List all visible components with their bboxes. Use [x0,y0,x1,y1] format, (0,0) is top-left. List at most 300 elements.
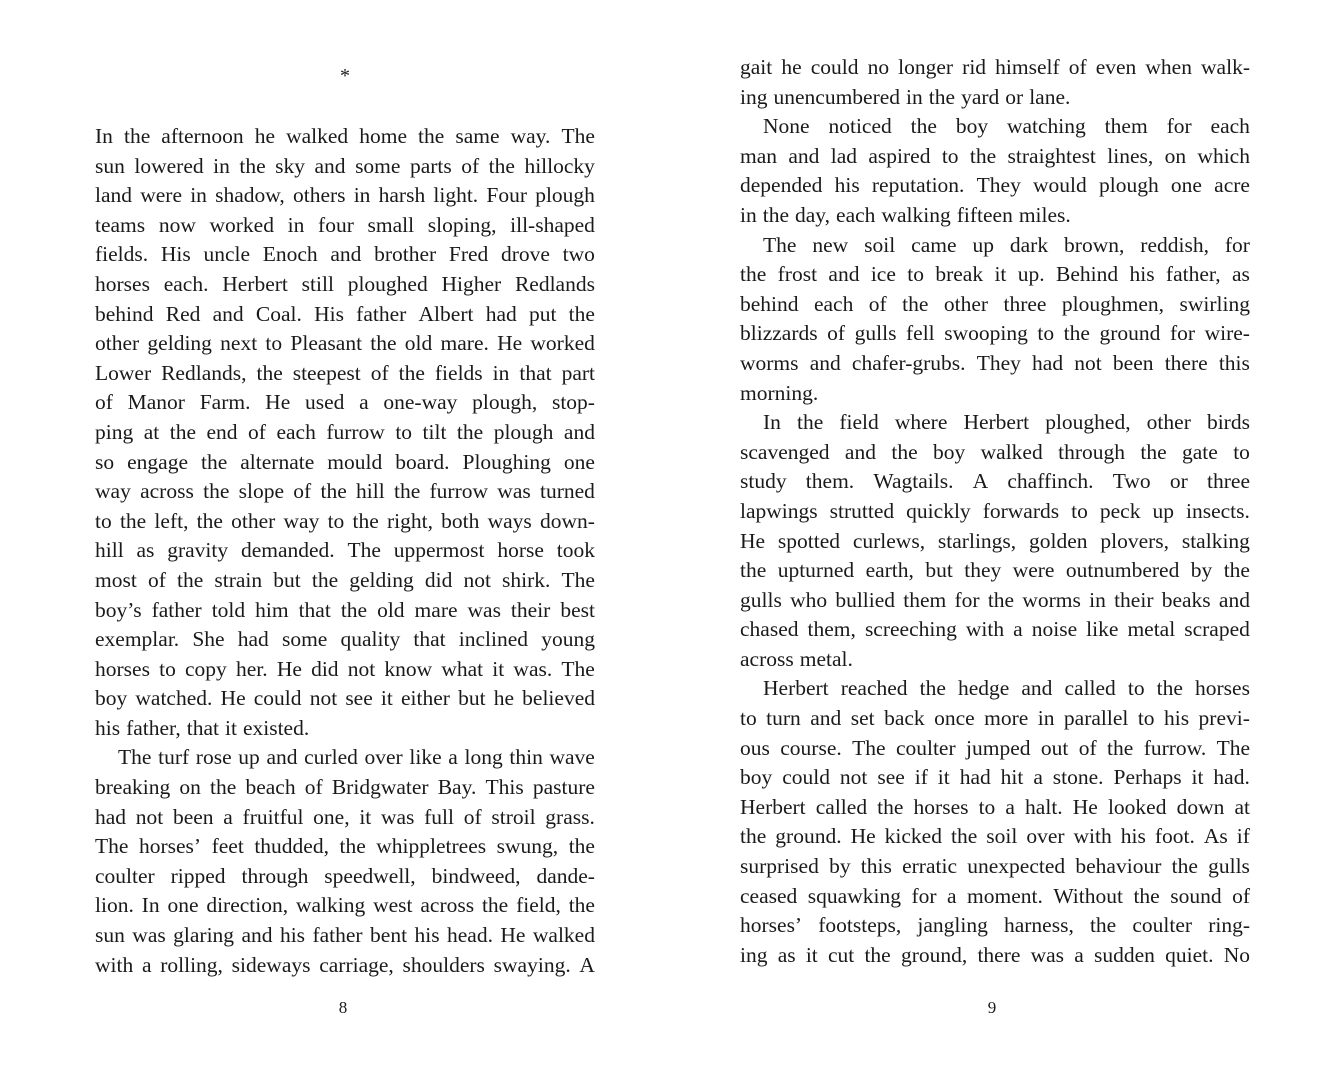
word: aspired [868,143,931,168]
word: see [345,686,373,711]
text-line [95,803,595,833]
word: in [353,183,371,208]
word: unencumbered [773,84,901,109]
word: the [256,360,283,385]
word: father, [1165,262,1221,287]
word: this [860,854,892,879]
word: to [1233,439,1250,464]
word: the [1171,854,1198,879]
word: still [301,271,334,296]
word: but [925,558,953,583]
word: alternate [240,449,315,474]
word: shoulders [402,952,485,977]
word: horse [497,538,544,563]
word: one-way [383,390,458,415]
word: strutted [829,498,895,523]
word: He [740,528,766,553]
word: believed [522,686,595,711]
word: did [424,567,453,592]
text-line [95,300,595,330]
word: across [740,646,794,671]
word: the [196,508,223,533]
word: parallel [1063,706,1129,731]
word: breaking [95,775,171,800]
text-line [740,497,1250,527]
word: the [1140,439,1167,464]
word: his [834,173,860,198]
word: behind [740,291,799,316]
word: could [253,686,302,711]
word: in [1037,706,1055,731]
word: In [95,124,113,148]
word: shirk. [502,567,551,592]
word: he [493,686,515,711]
word: ing [740,84,768,109]
word: coulter [1132,913,1193,938]
word: hillocky [524,153,595,178]
word: for [1224,232,1250,257]
word: steepest [292,360,361,385]
word: ripped [170,863,226,888]
word: miles. [1018,202,1071,227]
word: reddish, [1140,232,1209,257]
word: to [1137,706,1155,731]
word: hill [95,538,124,563]
word: head. [447,923,493,948]
right-page-body [740,53,1250,970]
word: scavenged [740,439,830,464]
word: to [907,262,924,287]
word: She [192,627,225,652]
text-line [740,231,1250,261]
word: starlings, [937,528,1017,553]
word: up [972,232,994,257]
word: and [809,350,841,375]
word: of [304,775,323,800]
word: plough [1098,173,1159,198]
word: ways [487,508,532,533]
word: the [740,824,767,849]
word: that [298,597,331,622]
word: one [1170,173,1202,198]
word: ous [740,735,770,760]
word: glaring [173,923,235,948]
word: boy [740,765,773,790]
word: furrow [429,479,489,504]
word: His [160,242,191,267]
word: turn [766,706,801,731]
text-line [740,290,1250,320]
word: called [1064,676,1116,701]
word: ice [870,262,896,287]
word: His [314,301,344,326]
word: across [140,479,194,504]
text-line [740,882,1250,912]
word: lad [830,143,858,168]
word: horses’ [138,834,202,859]
text-line [740,142,1250,172]
word: the [568,893,595,918]
word: Herbert [763,676,829,701]
word: his [279,923,306,948]
word: it [937,765,950,790]
left-page-body [95,122,595,980]
text-line [95,211,595,241]
word: others [292,183,346,208]
text-line [95,240,595,270]
text-line [95,359,595,389]
word: ploughed, [1045,410,1131,435]
word: called [815,794,868,819]
word: hedge [957,676,1010,701]
word: a [448,745,458,770]
word: erratic [902,854,958,879]
word: turf [158,745,190,770]
word: and [241,923,273,948]
word: swaying. [493,952,571,977]
word: had [237,627,269,652]
word: a [1005,794,1015,819]
word: if [1236,824,1250,849]
word: gelding [147,331,212,356]
word: beach [245,775,296,800]
word: furrow. [1143,735,1207,760]
word: young [541,627,595,652]
word: squawking [807,883,901,908]
word: the [119,508,147,533]
text-line [740,852,1250,882]
text-line [95,714,595,744]
word: to [327,508,345,533]
word: up [1152,498,1174,523]
word: of [868,291,887,316]
word: He [220,686,246,711]
word: at [143,419,160,444]
word: direction, [206,893,289,918]
word: boy [933,439,966,464]
word: ring- [1208,913,1250,938]
word: The [561,124,595,148]
word: Albert [418,301,474,326]
word: halt. [1025,794,1063,819]
word: worked [530,331,595,356]
word: with [965,617,1005,642]
word: Two [1112,469,1151,494]
word: could [782,765,830,790]
word: both [441,508,480,533]
text-line [740,556,1250,586]
word: curled [304,745,358,770]
word: No [1223,942,1250,967]
word: of [95,390,113,415]
section-separator: * [340,65,350,87]
word: on [1164,143,1187,168]
word: the [200,449,228,474]
text-line [740,260,1250,290]
word: teams [95,212,146,237]
word: quickly [906,498,971,523]
word: whippletrees [376,834,487,859]
word: been [172,804,214,829]
word: at [1234,794,1250,819]
word: shadow, [215,183,285,208]
word: and [314,153,346,178]
word: old [377,597,405,622]
text-line [95,655,595,685]
word: metal. [799,646,853,671]
word: hill [356,479,385,504]
word: dande- [536,863,595,888]
word: plovers, [1100,528,1170,553]
word: exemplar. [95,627,180,652]
word: a [947,883,957,908]
word: straightest [1007,143,1096,168]
word: ground. [775,824,842,849]
word: Without [1053,883,1123,908]
word: more [984,706,1029,731]
word: or [1005,84,1024,109]
word: In [141,893,160,918]
text-line [740,941,1250,971]
text-line [95,921,595,951]
word: None [763,114,810,139]
word: back [884,706,925,731]
word: the [456,419,484,444]
text-line [95,329,595,359]
word: ploughed [347,271,428,296]
word: Bay. [437,775,477,800]
word: Fred [448,242,489,267]
word: bent [370,923,408,948]
word: swirling [1179,291,1250,316]
word: some [355,153,401,178]
word: behind [95,301,154,326]
text-line [95,625,595,655]
word: the [1133,883,1160,908]
text-line [740,527,1250,557]
word: chased [740,617,799,642]
word: Pleasant [290,331,363,356]
word: the [1223,558,1250,583]
word: in [740,202,757,227]
word: walking [295,893,366,918]
word: up [238,745,260,770]
word: rid [962,55,987,79]
word: over [1026,824,1065,849]
text-line [95,596,595,626]
word: of [1068,55,1087,79]
word: like [1086,617,1119,642]
word: not [839,765,868,790]
word: on [179,775,201,800]
word: that [186,715,219,740]
word: stop- [551,390,595,415]
word: hit [1000,765,1024,790]
word: fruitful [242,804,304,829]
text-line [95,152,595,182]
word: now [158,212,196,237]
word: this [1218,350,1250,375]
word: a [1074,942,1084,967]
word: gelding [349,567,414,592]
word: his [1164,706,1190,731]
word: he [254,124,276,148]
word: ploughmen, [1061,291,1165,316]
word: each [836,202,876,227]
word: Enoch [262,242,318,267]
word: know [384,656,433,681]
word: each [1210,114,1250,139]
text-line [740,763,1250,793]
word: the [928,84,956,109]
word: not [463,567,491,592]
word: carriage, [319,952,394,977]
word: not [135,804,164,829]
word: forwards [982,498,1060,523]
word: two [562,242,595,267]
word: were [140,183,182,208]
text-line [95,832,595,862]
word: scraped [1184,617,1250,642]
word: them. [805,469,855,494]
word: would [1033,173,1087,198]
word: the [123,124,151,148]
word: her. [235,656,268,681]
word: his [95,715,121,740]
word: same [455,124,500,148]
word: by [1190,558,1213,583]
word: the [1156,676,1183,701]
word: or [1169,469,1188,494]
word: reputation. [871,173,965,198]
word: gate [1182,439,1218,464]
word: who [790,587,828,612]
word: screeching [864,617,957,642]
word: reached [840,676,908,701]
word: gulls [1208,854,1250,879]
word: ing [740,942,768,967]
word: way. [510,124,551,148]
word: for [1166,114,1192,139]
word: to [941,143,959,168]
word: watching [1006,114,1086,139]
word: existed. [242,715,310,740]
word: slope [238,479,285,504]
word: lowered [134,153,204,178]
word: morning. [740,380,819,405]
word: curlews, [852,528,926,553]
word: blizzards [740,321,818,346]
word: study [740,469,787,494]
word: if [914,765,928,790]
word: the [203,479,230,504]
word: Herbert [740,794,806,819]
word: the [340,597,368,622]
text-line [95,270,595,300]
word: noise [1031,617,1078,642]
word: land [95,183,133,208]
word: used [304,390,345,415]
word: sudden [1094,942,1155,967]
word: strain [214,567,263,592]
word: The [763,232,797,257]
word: so [95,449,115,474]
word: did [311,656,339,681]
word: put [528,301,557,326]
word: outnumbered [1065,558,1180,583]
word: the [797,410,824,435]
word: wire- [1204,321,1250,346]
word: way [95,479,131,504]
word: father [356,301,407,326]
word: and [1218,587,1250,612]
word: The [95,834,129,859]
word: walked [980,439,1043,464]
word: board. [395,449,450,474]
word: the [352,508,379,533]
word: of [147,567,166,592]
word: He [497,331,523,356]
word: other [1146,410,1191,435]
word: his [414,923,440,948]
word: jumped [966,735,1031,760]
word: lapwings [740,498,818,523]
word: jangling [917,913,988,938]
word: and [788,143,820,168]
text-line [95,477,595,507]
word: The [1216,735,1250,760]
word: the [239,153,266,178]
word: tilt [422,419,447,444]
word: field, [516,893,561,918]
word: harsh [378,183,426,208]
word: light. [433,183,479,208]
word: The [118,745,152,770]
word: to [395,419,413,444]
word: horses [913,794,969,819]
word: drove [501,242,550,267]
text-line [740,438,1250,468]
word: kicked [884,824,942,849]
word: small [367,212,415,237]
word: left, [154,508,189,533]
word: with [1073,824,1112,849]
word: the [339,834,366,859]
word: the [740,558,767,583]
word: worms [740,350,799,375]
word: brother [374,242,437,267]
word: parts [409,153,452,178]
word: He [850,824,876,849]
word: ground [1099,321,1161,346]
word: lane. [1029,84,1071,109]
word: sloping, [427,212,497,237]
word: best [560,597,595,622]
text-line [95,448,595,478]
word: way [283,508,320,533]
word: as [777,942,796,967]
word: of [293,479,312,504]
word: it [225,715,237,740]
word: furrow [326,419,385,444]
word: of [827,321,846,346]
word: and [330,242,362,267]
word: through [241,863,309,888]
word: was [497,479,531,504]
word: moment. [967,883,1043,908]
word: worms [1022,587,1081,612]
word: four [318,212,354,237]
